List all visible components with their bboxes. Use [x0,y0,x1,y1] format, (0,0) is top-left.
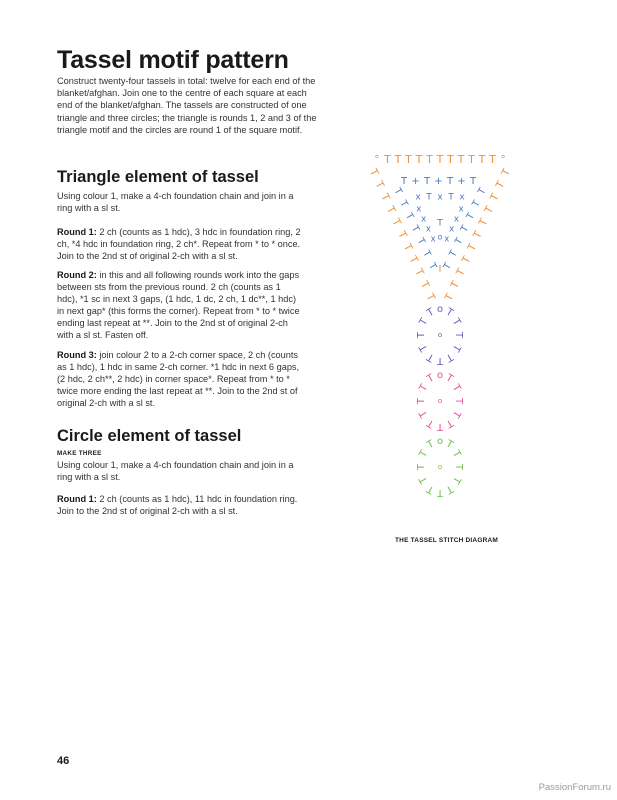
stitch-mark: T [449,382,463,394]
stitch-mark: T [426,153,433,166]
stitch-mark: T [441,261,454,272]
stitch-mark: T [389,216,404,229]
stitch-mark: T [425,416,437,430]
stitch-mark: T [417,474,431,486]
stitch-mark: T [425,482,437,496]
circle-stitch-charts [416,304,464,498]
stitch-mark: T [446,176,454,187]
stitch-mark: T [443,438,455,452]
round-text: join colour 2 to a 2-ch corner space, 2 ch (counts as 1 hdc), 1 hdc in same 2-ch corner. *1 hdc in next 6 gaps, (2 hdc, 2 ch**, 2 hdc) in corner space*. Repeat from * to * twice more ending the last repeat at **. Join to the 2nd st of original 2-ch with a sl st. [57,350,300,408]
stitch-mark: T [448,279,463,291]
stitch-mark: x [416,204,422,215]
stitch-mark: T [384,153,391,166]
round-text: in this and all following rounds work into the gaps between sts from the previous round. 2 ch (counts as 1 hdc), *1 sc in next 3 gaps, (1 hdc, 1 dc, 2 ch, 1 dc**, 1 hdc) in next gap* (this forms the corner). Repeat from * to * twice ending last repeat at **. Join to the 2nd st of original 2-ch with a sl st. Fasten off. [57,270,300,340]
stitch-mark: T [443,372,455,386]
stitch-mark: T [420,248,433,260]
stitch-mark: T [408,223,422,235]
stitch-mark: o [436,370,444,381]
stitch-mark: x [430,234,436,245]
stitch-mark: T [448,192,454,203]
stitch-mark: T [443,416,455,430]
stitch-mark: T [449,474,463,486]
stitch-mark: T [469,176,477,187]
stitch-mark: x [458,204,464,215]
triangle-round3 [57,349,302,409]
round-label: Round 3: [57,350,97,360]
stitch-mark: + [457,176,466,187]
stitch-mark: T [378,191,392,204]
stitch-mark: T [436,355,444,366]
round-label: Round 1: [57,494,97,504]
stitch-mark: x [415,192,421,203]
stitch-mark: T [423,291,438,304]
stitch-mark: T [412,266,426,279]
stitch-mark: T [426,192,432,203]
stitch-mark: T [476,186,489,197]
page-title: Tassel motif pattern [57,46,289,74]
stitch-mark: T [416,397,427,405]
round-label: Round 1: [57,227,97,237]
triangle-setup: Using colour 1, make a 4-ch foundation chain and join in a ring with a sl st. [57,191,294,213]
triangle-heading: Triangle element of tassel [57,168,259,186]
stitch-mark: T [406,254,421,266]
stitch-mark: T [436,421,444,432]
stitch-mark: T [403,211,416,222]
stitch-mark: o [436,436,444,447]
stitch-mark: I [438,264,442,275]
stitch-mark: + [411,176,420,187]
triangle-stitch-chart [366,153,513,304]
stitch-mark: T [489,153,496,166]
circle-setup: Using colour 1, make a 4-ch foundation chain and join in a ring with a sl st. [57,460,294,482]
stitch-mark: T [395,229,409,241]
stitch-mark: ° [374,153,380,166]
stitch-mark: T [465,241,480,254]
circle-round1 [57,493,302,517]
stitch-mark: T [453,331,464,339]
stitch-mark: x [459,192,465,203]
stitch-mark: T [415,153,423,166]
stitch-mark: T [372,179,387,191]
stitch-mark: T [478,153,486,166]
stitch-mark: T [443,350,455,364]
stitch-mark: T [458,223,472,235]
stitch-mark: T [414,236,427,247]
stitch-mark: x [444,234,450,245]
page-number: 46 [57,755,70,767]
stitch-mark: T [468,153,475,166]
stitch-mark: T [425,350,437,364]
round-text: 2 ch (counts as 1 hdc), 11 hdc in foundation ring. Join to the 2nd st of original 2-ch with a sl st. [57,494,298,516]
stitch-mark: T [437,218,443,229]
stitch-mark: T [453,397,464,405]
stitch-mark: T [442,291,457,304]
stitch-mark: T [417,316,431,328]
stitch-mark: T [449,408,463,420]
stitch-mark: T [417,408,431,420]
triangle-round2 [57,269,302,341]
stitch-mark: T [447,153,454,166]
stitch-mark: T [366,166,381,179]
stitch-mark: o [437,397,443,405]
diagram-caption: THE TASSEL STITCH DIAGRAM [395,537,498,544]
stitch-mark: + [434,176,443,187]
stitch-mark: T [394,153,402,166]
stitch-mark: T [443,482,455,496]
stitch-mark: T [397,198,410,210]
stitch-mark: T [449,448,463,460]
stitch-mark: T [476,216,491,229]
stitch-mark: T [425,372,437,386]
stitch-mark: T [417,448,431,460]
stitch-mark: T [416,331,427,339]
stitch-mark: T [425,438,437,452]
stitch-mark: x [421,214,427,225]
stitch-mark: T [482,204,497,216]
stitch-mark: T [493,179,508,191]
round-text: 2 ch (counts as 1 hdc), 3 hdc in foundation ring, 2 ch, *4 hdc in foundation ring, 2 ch*. Repeat from * to * once. Join to the 2nd st of original 2-ch with a sl st. [57,227,301,261]
stitch-mark: T [436,487,444,498]
stitch-mark: T [400,176,408,187]
stitch-mark: x [449,224,455,235]
stitch-mark: T [470,198,483,210]
stitch-mark: T [453,463,464,471]
stitch-mark: T [499,166,514,179]
stitch-mark: T [449,316,463,328]
watermark: PassionForum.ru [538,782,611,793]
stitch-mark: T [383,204,398,216]
circle-heading: Circle element of tassel [57,427,242,445]
triangle-round1 [57,226,302,262]
stitch-mark: o [437,331,443,339]
stitch-mark: T [453,236,466,247]
stitch-mark: T [449,342,463,354]
stitch-mark: T [426,261,439,272]
stitch-mark: T [400,241,415,254]
stitch-mark: T [405,153,412,166]
stitch-mark: T [417,382,431,394]
stitch-mark: T [471,229,485,241]
intro-paragraph: Construct twenty-four tassels in total: twelve for each end of the blanket/afghan. Join one to the centre of each square at each end of the blanket/afghan. The tassels are constructed of one triangle and three circles; the triangle is rounds 1, 2 and 3 of the triangle motif and the circles are round 1 of the square motif. [57,76,317,135]
stitch-mark: o [437,232,443,242]
stitch-mark: T [423,176,431,187]
stitch-mark: T [443,306,455,320]
stitch-mark: o [437,463,443,471]
stitch-mark: o [436,304,444,315]
stitch-mark: T [447,248,460,260]
stitch-mark: T [464,211,477,222]
stitch-mark: T [459,254,474,266]
stitch-mark: T [391,186,404,197]
make-three-label: MAKE THREE [57,450,102,457]
stitch-mark: T [417,342,431,354]
stitch-mark: x [425,224,431,235]
stitch-mark: T [488,191,502,204]
tassel-stitch-diagram [340,145,540,530]
round-label: Round 2: [57,270,97,280]
stitch-mark: T [417,279,432,291]
stitch-mark: T [425,306,437,320]
stitch-mark: T [454,266,468,279]
stitch-mark: ° [500,153,506,166]
stitch-mark: T [416,463,427,471]
stitch-mark: T [436,153,444,166]
stitch-mark: x [437,192,443,203]
stitch-mark: x [453,214,459,225]
stitch-mark: T [457,153,465,166]
